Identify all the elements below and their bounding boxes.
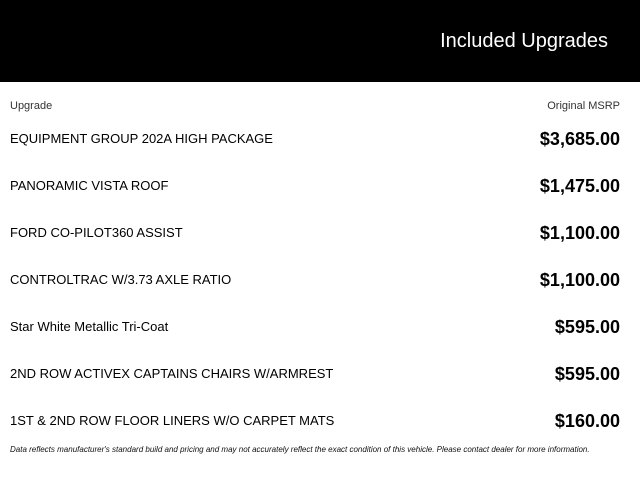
upgrade-price: $595.00 [554,317,620,337]
upgrade-row [10,398,620,445]
upgrades-list [10,116,620,445]
column-headers [10,99,620,113]
page-title: Included Upgrades [440,30,608,52]
upgrade-name: 2ND ROW ACTIVEX CAPTAINS CHAIRS W/ARMREST [10,366,334,381]
upgrade-price: $3,685.00 [539,129,620,149]
upgrade-row [10,163,620,210]
upgrade-price: $595.00 [554,364,620,384]
upgrade-name: FORD CO-PILOT360 ASSIST [10,225,183,240]
upgrade-price: $1,475.00 [539,176,620,196]
upgrade-row [10,210,620,257]
upgrade-name: CONTROLTRAC W/3.73 AXLE RATIO [10,272,232,287]
upgrade-price: $160.00 [554,411,620,431]
upgrade-row [10,116,620,163]
header-bar [0,0,640,82]
upgrade-name: EQUIPMENT GROUP 202A HIGH PACKAGE [10,131,273,146]
upgrade-row [10,257,620,304]
disclaimer-text: Data reflects manufacturer's standard build and pricing and may not accurately reflect the exact condition of this vehicle. Please contact dealer for more information. [10,445,590,454]
upgrade-price: $1,100.00 [539,270,620,290]
column-header-upgrade: Upgrade [10,100,53,112]
upgrade-price: $1,100.00 [539,223,620,243]
upgrade-name: 1ST & 2ND ROW FLOOR LINERS W/O CARPET MATS [10,413,335,428]
upgrade-row [10,351,620,398]
upgrade-name: Star White Metallic Tri-Coat [10,319,169,334]
upgrade-name: PANORAMIC VISTA ROOF [10,178,169,193]
column-header-msrp: Original MSRP [547,100,620,112]
upgrade-row [10,304,620,351]
